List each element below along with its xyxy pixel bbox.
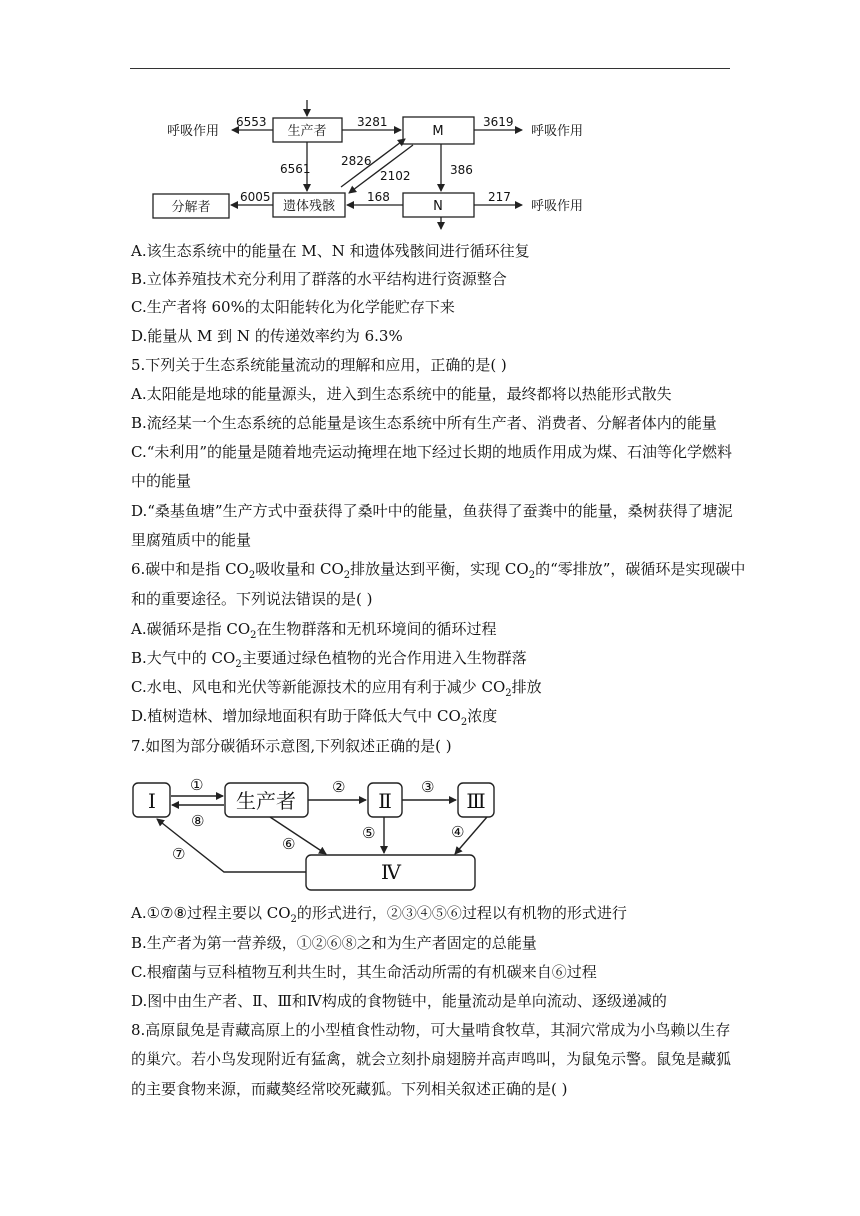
decomposer-label: 分解者 bbox=[171, 200, 211, 215]
value-remains-to-decomposer: 6005 bbox=[240, 190, 271, 204]
q7-option-b: B.生产者为第一营养级，①②⑥⑧之和为生产者固定的总能量 bbox=[131, 934, 537, 952]
q4-option-d: D.能量从 M 到 N 的传递效率约为 6.3% bbox=[131, 327, 403, 345]
node-i-box bbox=[133, 783, 170, 817]
node-iv-label: Ⅳ bbox=[381, 860, 401, 884]
value-n-respiration: 217 bbox=[488, 190, 511, 204]
label-1: ① bbox=[190, 776, 204, 794]
value-m-to-n: 386 bbox=[450, 163, 473, 177]
q5-option-d: D.“桑基鱼塘”生产方式中蚕获得了桑叶中的能量，鱼获得了蚕粪中的能量，桑树获得了塘泥 bbox=[131, 502, 733, 520]
q7-option-a: A.①⑦⑧过程主要以 $CO_2$的形式进行，②③④⑤⑥过程以有机物的形式进行 bbox=[131, 904, 627, 925]
node-i-label: Ⅰ bbox=[148, 789, 156, 813]
value-m-respiration: 3619 bbox=[483, 115, 514, 129]
respiration-n-label: 呼吸作用 bbox=[531, 199, 584, 214]
q5-option-c: C.“未利用”的能量是随着地壳运动掩埋在地下经过长期的地质作用成为煤、石油等化学燃料 bbox=[131, 443, 733, 461]
q8-stem: 8.高原鼠兔是青藏高原上的小型植食性动物，可大量啃食牧草，其洞穴常成为小鸟赖以生存 bbox=[131, 1021, 731, 1039]
value-m-to-remains: 2102 bbox=[380, 169, 411, 183]
q5-option-a: A.太阳能是地球的能量源头，进入到生态系统中的能量，最终都将以热能形式散失 bbox=[131, 385, 672, 403]
q5-option-c-cont: 中的能量 bbox=[131, 472, 192, 490]
value-producer-respiration: 6553 bbox=[236, 115, 267, 129]
node-ii-label: Ⅱ bbox=[378, 789, 392, 813]
node-producer-label: 生产者 bbox=[236, 789, 296, 813]
q8-stem-cont-2: 的主要食物来源，而藏獒经常咬死藏狐。下列相关叙述正确的是( ) bbox=[131, 1080, 568, 1098]
node-producer-box bbox=[225, 783, 308, 817]
value-producer-to-m: 3281 bbox=[357, 115, 388, 129]
q6-option-c: C.水电、风电和光伏等新能源技术的应用有利于减少 $CO_2$排放 bbox=[131, 678, 542, 699]
q4-option-c: C.生产者将 60%的太阳能转化为化学能贮存下来 bbox=[131, 298, 455, 316]
q7-option-c: C.根瘤菌与豆科植物互利共生时，其生命活动所需的有机碳来自⑥过程 bbox=[131, 963, 597, 981]
label-7: ⑦ bbox=[172, 845, 186, 863]
value-producer-to-remains: 6561 bbox=[280, 162, 311, 176]
n-label: N bbox=[433, 199, 443, 214]
respiration-m-label: 呼吸作用 bbox=[531, 124, 584, 139]
q6-stem-cont: 和的重要途径。下列说法错误的是( ) bbox=[131, 590, 373, 608]
label-2: ② bbox=[332, 778, 346, 796]
q6-stem: 6.碳中和是指 $CO_2$吸收量和 $CO_2$排放量达到平衡，实现 $CO_2$的“零排放”，碳循环是实现碳中 bbox=[131, 560, 746, 581]
q5-stem: 5.下列关于生态系统能量流动的理解和应用，正确的是( ) bbox=[131, 356, 507, 374]
node-iv-box bbox=[306, 855, 475, 890]
node-iii-box bbox=[458, 783, 494, 817]
label-5: ⑤ bbox=[362, 824, 376, 842]
q5-option-d-cont: 里腐殖质中的能量 bbox=[131, 531, 252, 549]
label-4: ④ bbox=[451, 823, 465, 841]
q8-stem-cont-1: 的巢穴。若小鸟发现附近有猛禽，就会立刻扑扇翅膀并高声鸣叫，为鼠兔示警。鼠兔是藏狐 bbox=[131, 1050, 732, 1068]
energy-flow-diagram bbox=[0, 0, 860, 240]
node-iii-label: Ⅲ bbox=[466, 789, 486, 813]
node-ii-box bbox=[368, 783, 402, 817]
producer-label: 生产者 bbox=[287, 124, 327, 139]
respiration-left-label: 呼吸作用 bbox=[167, 124, 220, 139]
q6-option-b: B.大气中的 $CO_2$主要通过绿色植物的光合作用进入生物群落 bbox=[131, 649, 527, 670]
q6-option-a: A.碳循环是指 $CO_2$在生物群落和无机环境间的循环过程 bbox=[131, 620, 497, 641]
q4-option-a: A.该生态系统中的能量在 M、N 和遗体残骸间进行循环往复 bbox=[131, 242, 530, 260]
label-8: ⑧ bbox=[191, 812, 205, 830]
q5-option-b: B.流经某一个生态系统的总能量是该生态系统中所有生产者、消费者、分解者体内的能量 bbox=[131, 414, 717, 432]
q4-option-b: B.立体养殖技术充分利用了群落的水平结构进行资源整合 bbox=[131, 270, 507, 288]
label-3: ③ bbox=[421, 778, 435, 796]
q6-option-d: D.植树造林、增加绿地面积有助于降低大气中 $CO_2$浓度 bbox=[131, 707, 498, 728]
value-remains-to-m: 2826 bbox=[341, 154, 372, 168]
label-6: ⑥ bbox=[282, 835, 296, 853]
value-n-to-remains: 168 bbox=[367, 190, 390, 204]
q7-option-d: D.图中由生产者、Ⅱ、Ⅲ和Ⅳ构成的食物链中，能量流动是单向流动、逐级递减的 bbox=[131, 992, 667, 1010]
q7-stem: 7.如图为部分碳循环示意图,下列叙述正确的是( ) bbox=[131, 737, 452, 755]
m-label: M bbox=[432, 124, 444, 139]
remains-label: 遗体残骸 bbox=[282, 199, 336, 214]
